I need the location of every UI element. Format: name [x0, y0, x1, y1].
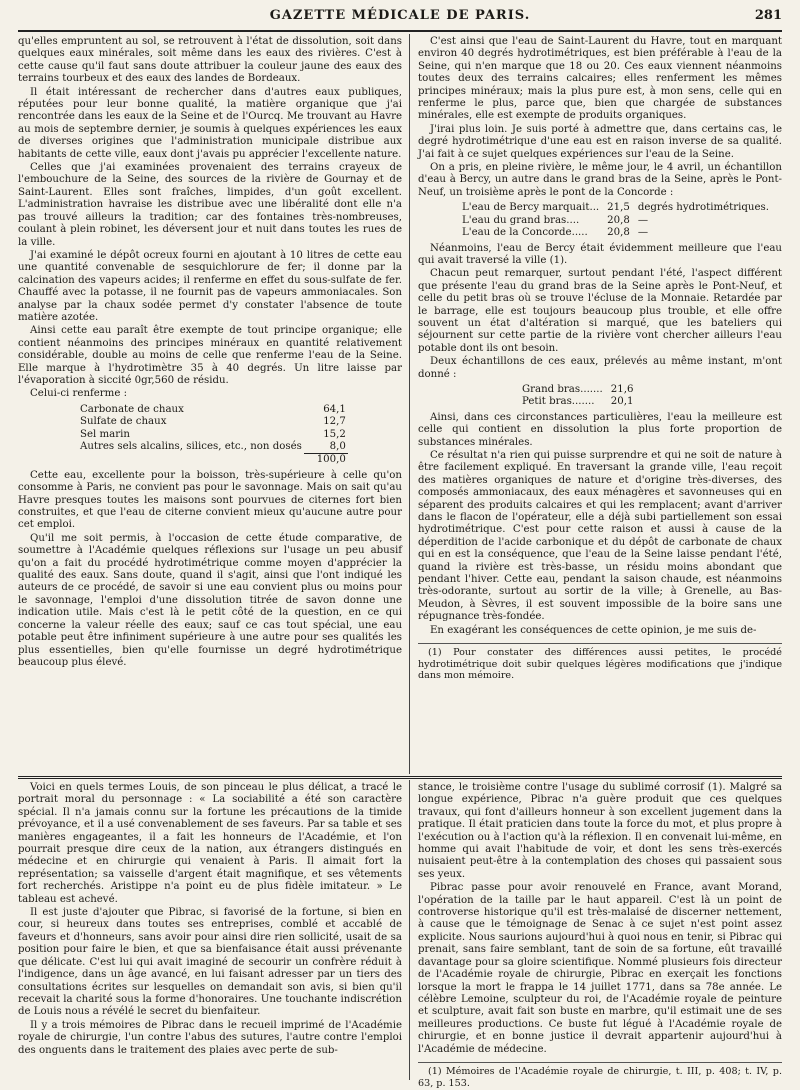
column-left-bottom: [18, 782, 402, 1058]
degree-label: L'eau de la Concorde.....: [462, 227, 588, 239]
composition-value: 12,7: [323, 416, 346, 428]
degree-unit: —: [637, 227, 649, 239]
paragraph: Celui-ci renferme :: [30, 388, 128, 400]
journal-title: GAZETTE MÉDICALE DE PARIS.: [269, 8, 531, 23]
hydrotimetric-table: [458, 202, 773, 239]
composition-total: 100,0: [304, 454, 348, 467]
table-row: [458, 227, 773, 239]
page-number: 281: [754, 8, 782, 23]
footnote-text: (1) Mémoires de l'Académie royale de chirurgie, t. III, p. 408; t. IV, p. 63, p. 153.: [418, 1065, 782, 1089]
paragraph: J'irai plus loin. Je suis porté à admettre que, dans certains cas, le degré hydrotimétrique d'une eau est en raison inverse de sa qualité. J'ai fait à ce sujet quelques expériences sur l'eau de la Seine.: [418, 123, 782, 160]
degree-value: 20,8: [607, 214, 630, 226]
residue-composition-table: [78, 404, 348, 467]
paragraph: On a pris, en pleine rivière, le même jour, le 4 avril, un échantillon d'eau à Bercy, un autre dans le grand bras de la Seine, après le Pont-Neuf, un troisième après le pont de la Concorde :: [418, 162, 782, 198]
paragraph: qu'elles empruntent au sol, se retrouvent à l'état de dissolution, soit dans quelques eaux minérales, soit même dans les eaux des rivières. C'est à cette cause qu'il faut sans doute attribuer la couleur jaune des eaux des terrains tourbeux et des eaux des landes de Bordeaux.: [18, 36, 402, 85]
paragraph: Deux échantillons de ces eaux, prélevés au même instant, m'ont donné :: [418, 356, 782, 380]
paragraph: En exagérant les conséquences de cette opinion, je me suis de-: [430, 624, 757, 636]
footnote: [418, 643, 782, 682]
table-row: [518, 384, 637, 396]
paragraph: Il y a trois mémoires de Pibrac dans le recueil imprimé de l'Académie royale de chirurgie, l'un contre l'abus des sutures, l'autre contre l'emploi des onguents dans le traitement des plaies avec perte de sub-: [18, 1019, 402, 1056]
paragraph: Il était intéressant de rechercher dans d'autres eaux publiques, réputées pour leur bonne qualité, la matière organique que j'ai rencontrée dans les eaux de la Seine et de l'Ourcq. Me trouvant au Havre au mois de septembre dernier, je soumis à quelques expériences les eaux de diverses origines que l'administration municipale distribue aux habitants de cette ville, eaux dont j'avais pu apprécier l'excellente nature.: [18, 86, 402, 160]
paragraph: Chacun peut remarquer, surtout pendant l'été, l'aspect différent que présente l'eau du grand bras de la Seine après le Pont-Neuf, et celle du petit bras où se trouve l'écluse de la Monnaie. Retardée par le barrage, elle est toujours beaucoup plus trouble, et elle offre souvent un état d'altération si marqué, que les bateliers qui séjournent sur cette partie de la rivière vont chercher ailleurs l'eau potable dont ils ont besoin.: [418, 268, 782, 354]
degree-value: 20,8: [607, 227, 630, 239]
bras-label: Petit bras.......: [522, 396, 595, 408]
composition-value: 64,1: [323, 403, 346, 415]
paragraph: Ainsi, dans ces circonstances particulières, l'eau la meilleure est celle qui contient en dissolution la plus forte proportion de substances minérales.: [418, 411, 782, 448]
paragraph: Ainsi cette eau paraît être exempte de tout principe organique; elle contient néanmoins des principes minéraux en quantité relativement considérable, double au moins de celle que renferme l'eau de la Seine. Elle marque à l'hydrotimètre 35 à 40 degrés. Un litre laisse par l'évaporation à siccité 0gr,560 de résidu.: [18, 325, 402, 386]
bras-label: Grand bras.......: [522, 383, 603, 395]
table-row: [458, 202, 773, 214]
column-right-top: [418, 36, 782, 683]
table-row: [518, 396, 637, 408]
paragraph: Néanmoins, l'eau de Bercy était évidemment meilleure que l'eau qui avait traversé la ville (1).: [418, 242, 782, 266]
footnote-text: (1) Pour constater des différences aussi petites, le procédé hydrotimétrique doit subir quelques légères modifications que j'indique dans mon mémoire.: [418, 647, 782, 682]
page-header: [18, 8, 782, 32]
paragraph: stance, le troisième contre l'usage du sublimé corrosif (1). Malgré sa longue expérience, Pibrac n'a guère produit que ces quelques travaux, qui font d'ailleurs honneur à son excellent jugement dans la pratique. Il était praticien dans toute la force du mot, et plus propre à l'exécution ou à l'action qu'à la réflexion. Il en convenait lui-même, en homme qui avait l'habitude de voir, et dont les sens très-exercés nuisaient peut-être à la contemplation des choses qui passaient sous ses yeux.: [418, 782, 782, 880]
table-row: [78, 441, 348, 454]
footnote: [418, 1062, 782, 1089]
paragraph: C'est ainsi que l'eau de Saint-Laurent du Havre, tout en marquant environ 40 degrés hydrotimétriques, est bien préférable à l'eau de la Seine, qui n'en marque que 18 ou 20. Ces eaux viennent néanmoins toutes deux des terrains calcaires; elles renferment les mêmes principes minéraux; mais la plus pure est, à mon sens, celle qui en renferme le plus, parce que, bien que chargée de substances minérales, elle est exempte de produits organiques.: [418, 36, 782, 122]
degree-label: L'eau du grand bras....: [462, 214, 580, 226]
paragraph: Voici en quels termes Louis, de son pinceau le plus délicat, a tracé le portrait moral du personnage : « La sociabilité a été son caractère spécial. Il n'a jamais connu sur la fortune les précautions de la timide prévoyance, et il a usé convenablement de ses faveurs. Par sa table et ses manières engageantes, il a fait les honneurs de l'Académie, et l'on pourrait presque dire ceux de la nation, aux étrangers distingués en médecine et en chirurgie qui venaient à Paris. Il aimait fort la représentation; sa vaisselle d'argent était magnifique, et ses vêtements fort recherchés. Aristippe n'a point eu de plus fidèle imitateur. » Le tableau est achevé.: [18, 782, 402, 905]
composition-value: 15,2: [323, 428, 346, 440]
composition-label: Carbonate de chaux: [80, 403, 184, 415]
table-row: [78, 404, 348, 416]
table-row: [458, 215, 773, 227]
bras-table: [518, 384, 637, 409]
paragraph: J'ai examiné le dépôt ocreux fourni en ajoutant à 10 litres de cette eau une quantité convenable de sesquichlorure de fer; il donne par la calcination des vapeurs acides; il renferme en effet du sous-sulfate de fer. Chauffé avec la potasse, il ne fournit pas de vapeurs ammoniacales. Son analyse par la chaux sodée permet d'y constater l'absence de toute matière azotée.: [18, 249, 402, 323]
composition-label: Sulfate de chaux: [80, 416, 167, 428]
paragraph: Qu'il me soit permis, à l'occasion de cette étude comparative, de soumettre à l'Académie quelques réflexions sur l'usage un peu abusif qu'on a fait du procédé hydrotimétrique comme moyen d'apprécier la qualité des eaux. Sans doute, quand il s'agit, ainsi que l'ont indiqué les auteurs de ce procédé, de savoir si une eau convient plus ou moins pour le savonnage, l'emploi d'une dissolution titrée de savon donne une indication utile. Mais c'est là le petit côté de la question, en ce qui concerne la valeur réelle des eaux; sauf ce cas tout spécial, une eau potable peut être infiniment supérieure à une autre pour ses qualités les plus essentielles, bien qu'elle fournisse un degré hydrotimétrique beaucoup plus élevé.: [18, 532, 402, 668]
table-row: [78, 429, 348, 441]
paragraph: Ce résultat n'a rien qui puisse surprendre et qui ne soit de nature à être facilement expliqué. En traversant la grande ville, l'eau reçoit des matières organiques de nature et d'origine très-diverses, des composés ammoniacaux, des eaux ménagères et savonneuses qui en séparent des produits calcaires et qui les remplacent; avant d'arriver dans le flacon de l'opérateur, elle a déjà subi partiellement son essai hydrotimétrique. C'est pour cette raison et aussi à cause de la déperdition de l'acide carbonique et du dépôt de carbonate de chaux qui en est la conséquence, que l'eau de la Seine laisse pendant l'été, quand la rivière est très-basse, un résidu moins abondant que pendant l'hiver. Cette eau, pendant la saison chaude, est néanmoins très-odorante, surtout au sortir de la ville; à Grenelle, au Bas-Meudon, à Sèvres, il est souvent impossible de la boire sans une répugnance très-fondée.: [418, 450, 782, 623]
column-left-top: [18, 36, 402, 670]
paragraph: Cette eau, excellente pour la boisson, très-supérieure à celle qu'on consomme à Paris, ne convient pas pour le savonnage. Mais on sait qu'au Havre presques toutes les maisons sont pourvues de citernes fort bien construites, et que l'eau de citerne convient mieux qu'aucune autre pour cet emploi.: [18, 469, 402, 531]
column-divider: [409, 34, 410, 774]
degree-unit: —: [637, 214, 649, 226]
composition-label: Autres sels alcalins, silices, etc., non dosés: [80, 441, 302, 453]
bras-value: 21,6: [610, 383, 634, 395]
paragraph: Celles que j'ai examinées provenaient des terrains crayeux de l'embouchure de la Seine, des sources de la rivière de Gournay et de Saint-Laurent. Elles sont fraîches, limpides, d'un goût excellent. L'administration havraise les distribue avec une libéralité dont elle n'a pas trouvé ailleurs la tradition; car des fontaines très-nombreuses, coulant à plein robinet, les déversent jour et nuit dans toutes les rues de la ville.: [18, 162, 402, 248]
degree-unit: degrés hydrotimétriques.: [637, 202, 769, 214]
section-divider: [18, 776, 782, 779]
paragraph: Pibrac passe pour avoir renouvelé en France, avant Morand, l'opération de la taille par le haut appareil. C'est là un point de controverse historique qu'il est très-malaisé de discerner nettement, à cause que le témoignage de Senac à ce sujet n'est point assez explicite. Nous saurions aujourd'hui à quoi nous en tenir, si Pibrac qui prenait, sans faire semblant, tant de soin de sa fortune, eût travaillé davantage pour sa gloire scientifique. Nommé plusieurs fois directeur de l'Académie royale de chirurgie, Pibrac en exerçait les fonctions lorsque la mort le frappa le 14 juillet 1771, dans sa 78e année. Le célèbre Lemoine, sculpteur du roi, de l'Académie royale de peinture et sculpture, avait fait son buste en marbre, qu'il estimait une de ses meilleures productions. Ce buste fut légué à l'Académie royale de chirurgie, et en bonne justice il devrait appartenir aujourd'hui à l'Académie de médecine.: [418, 882, 782, 1055]
composition-value: 8,0: [329, 441, 346, 452]
paragraph: Il est juste d'ajouter que Pibrac, si favorisé de la fortune, si bien en cour, si heureux dans toutes ses entreprises, comblé et accablé de faveurs et d'honneurs, sans avoir pour ainsi dire rien sollicité, usait de sa position pour faire le bien, et que sa bienfaisance était aussi prévenante que délicate. C'est lui qui avait imaginé de secourir un confrère réduit à l'indigence, dans un âge avancé, en lui faisant adresser par un tiers des consultations écrites sur lesquelles on demandait son avis, si bien qu'il recevait la charité sous la forme d'honoraires. Une touchante indiscrétion de Louis nous a révélé le secret du bienfaiteur.: [18, 907, 402, 1018]
column-right-bottom: [418, 782, 782, 1090]
degree-label: L'eau de Bercy marquait...: [462, 202, 600, 214]
composition-label: Sel marin: [80, 428, 130, 440]
bras-value: 20,1: [610, 396, 634, 408]
table-row-total: [78, 454, 348, 467]
table-row: [78, 416, 348, 428]
degree-value: 21,5: [607, 202, 630, 214]
column-divider: [409, 780, 410, 1080]
